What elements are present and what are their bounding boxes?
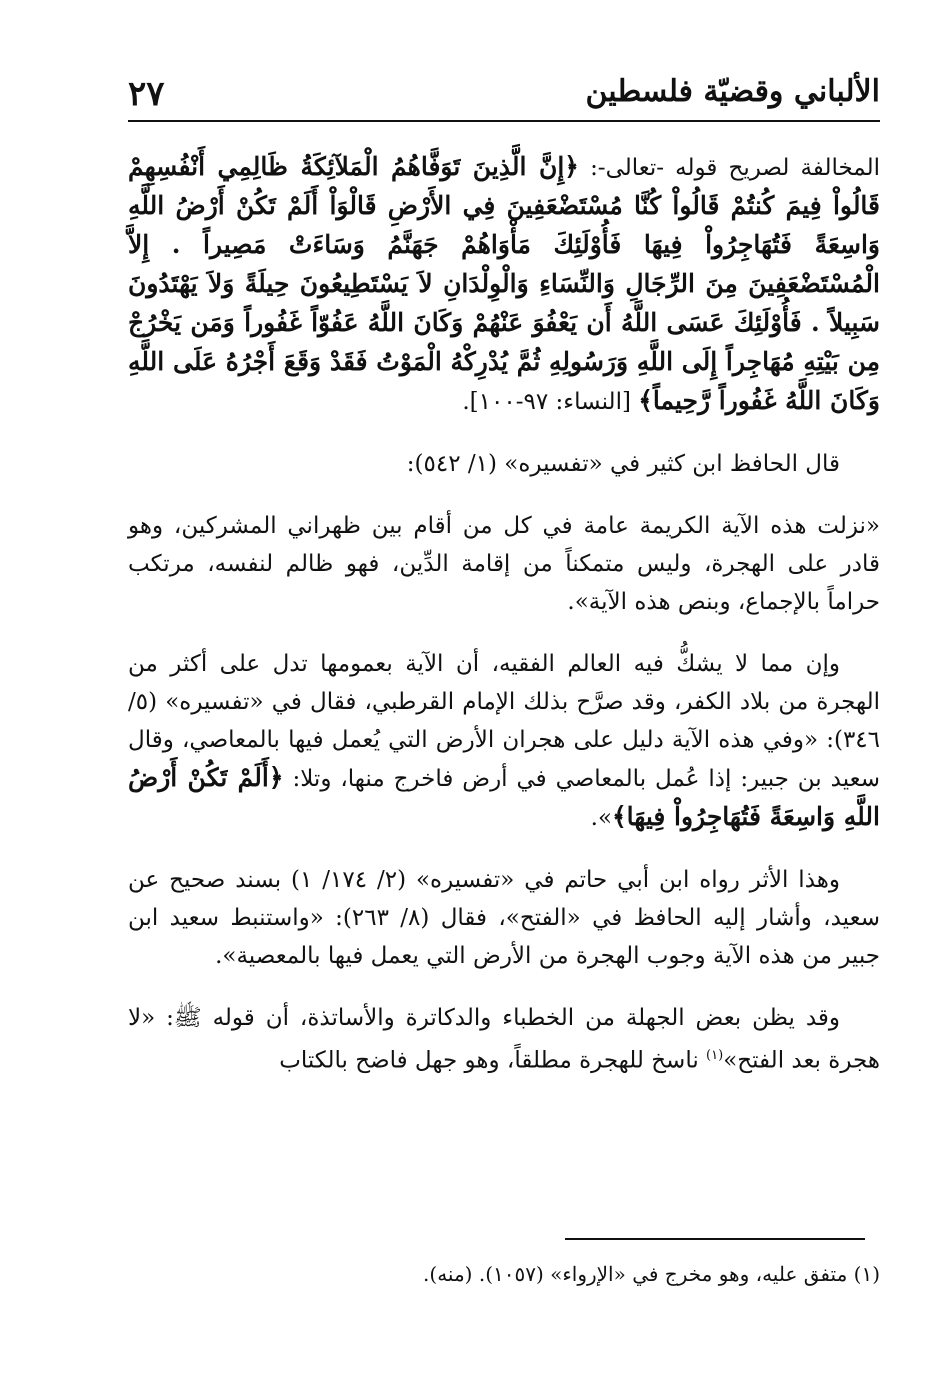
hadith-continuation: ناسخ للهجرة مطلقاً، وهو جهل فاضح بالكتاب (279, 1047, 707, 1074)
quran-verse: ﴿إِنَّ الَّذِينَ تَوَفَّاهُمُ الْمَلآئِكَةُ ظَالِمِي أَنْفُسِهِمْ قَالُواْ فِيمَ كُنتُمْ قَالُواْ كُنَّا مُسْتَضْعَفِينَ فِي الأَرْضِ قَالْوَاْ أَلَمْ تَكُنْ أَرْضُ اللَّهِ وَاسِعَةً فَتُهَاجِرُواْ فِيهَا فَأُوْلَئِكَ مَأْوَاهُمْ جَهَنَّمُ وَسَاءَتْ مَصِيراً . إِلاَّ الْمُسْتَضْعَفِينَ مِنَ الرِّجَالِ وَالنِّسَاءِ وَالْوِلْدَانِ لاَ يَسْتَطِيعُونَ حِيلَةً وَلاَ يَهْتَدُونَ سَبِيلاً . فَأُوْلَئِكَ عَسَى اللَّهُ أَن يَعْفُوَ عَنْهُمْ وَكَانَ اللَّهُ عَفُوّاً غَفُوراً وَمَن يَخْرُجْ مِن بَيْتِهِ مُهَاجِراً إِلَى اللَّهِ وَرَسُولِهِ ثُمَّ يُدْرِكْهُ الْمَوْتُ فَقَدْ وَقَعَ أَجْرُهُ عَلَى اللَّهِ وَكَانَ اللَّهُ غَفُوراً رَّحِيماً﴾ (128, 152, 880, 415)
footnote-text: (١) متفق عليه، وهو مخرج في «الإرواء» (١٠٥٧). (منه). (423, 1262, 880, 1286)
footnote-divider (565, 1238, 865, 1240)
qurtubi-text: وإن مما لا يشكُّ فيه العالم الفقيه، أن الآية بعمومها تدل على أكثر من الهجرة من بلاد الكفر، وقد صرَّح بذلك الإمام القرطبي، فقال في «تفسيره» (٥/ ٣٤٦): «وفي هذه الآية دليل على هجران الأرض التي يُعمل فيها بالمعاصي، وقال سعيد بن جبير: إذا عُمل بالمعاصي في أرض فاخرج منها، وتلا: (128, 651, 881, 792)
qurtubi-end: ». (590, 805, 613, 831)
paragraph-hijra-hadith (128, 999, 880, 1080)
running-title: الألباني وقضيّة فلسطين (585, 74, 880, 109)
paragraph-ibn-kathir-intro: قال الحافظ ابن كثير في «تفسيره» (١/ ٥٤٢): (406, 451, 840, 477)
footnote-marker: (١) (706, 1048, 724, 1063)
paragraph-qurtubi (128, 645, 880, 837)
page-number: ٢٧ (128, 74, 165, 114)
paragraph-ibn-kathir-quote: «نزلت هذه الآية الكريمة عامة في كل من أقام بين ظهراني المشركين، وهو قادر على الهجرة، وليس متمكناً من إقامة الدِّين، فهو ظالم لنفسه، مرتكب حراماً بالإجماع، وبنص هذه الآية». (128, 513, 880, 615)
paragraph-ibn-abi-hatim: وهذا الأثر رواه ابن أبي حاتم في «تفسيره» (٢/ ١٧٤/ ١) بسند صحيح عن سعيد، وأشار إليه الحافظ في «الفتح»، فقال (٨/ ٢٦٣): «واستنبط سعيد ابن جبير من هذه الآية وجوب الهجرة من الأرض التي يعمل فيها بالمعصية». (128, 867, 880, 969)
paragraph-intro: المخالفة لصريح قوله -تعالى-: (578, 155, 880, 181)
verse-reference: [النساء: ٩٧-١٠٠]. (462, 389, 639, 415)
hadith-text: وقد يظن بعض الجهلة من الخطباء والدكاترة والأساتذة، أن قوله ﷺ: «لا هجرة بعد الفتح» (128, 1005, 880, 1074)
body-text (128, 148, 880, 1104)
paragraph-quran-citation (128, 148, 880, 421)
quran-verse-short: ﴿أَلَمْ تَكُنْ أَرْضُ اللَّهِ وَاسِعَةً فَتُهَاجِرُواْ فِيهَا﴾ (128, 763, 880, 831)
page-header (128, 68, 880, 122)
